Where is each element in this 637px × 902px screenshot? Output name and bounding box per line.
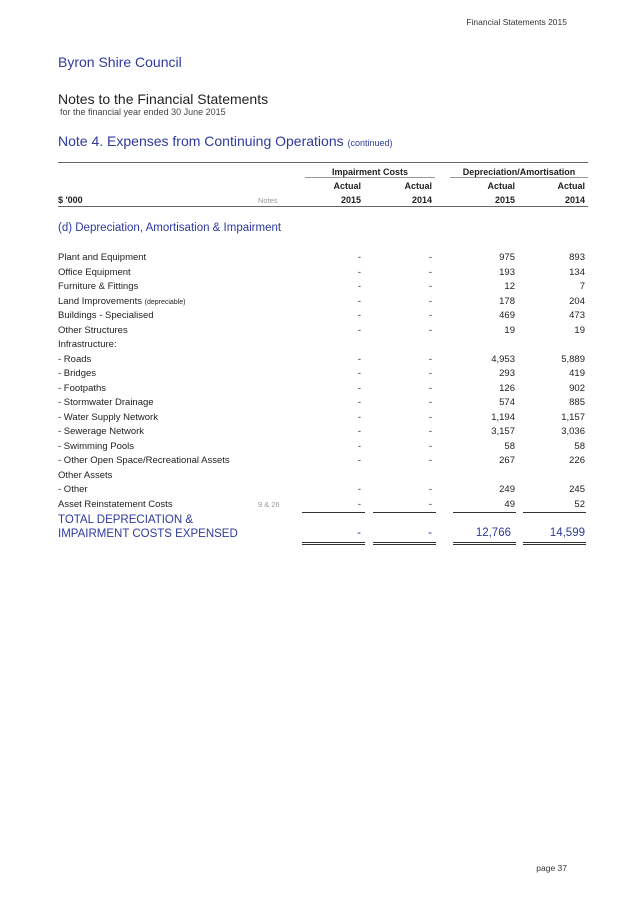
row-label-text: Office Equipment — [58, 266, 131, 278]
row-value-col-1: - — [357, 295, 361, 307]
row-value-col-1: - — [357, 382, 361, 394]
row-value-col-1: - — [357, 310, 361, 321]
row-value-col-1: - — [357, 281, 361, 292]
row-value-col-4: 473 — [569, 310, 585, 321]
col-actual-3: Actual — [487, 181, 515, 191]
row-label — [58, 383, 106, 394]
row-label-text: - Other Open Space/Recreational Assets — [58, 455, 230, 466]
col-actual-2: Actual — [404, 181, 432, 191]
col-year-3: 2015 — [494, 195, 515, 205]
row-value-col-1: - — [357, 440, 361, 452]
total-value-4: 14,599 — [549, 527, 585, 539]
page-number: page 37 — [536, 863, 567, 873]
row-label-text: - Bridges — [58, 368, 97, 379]
col-year-2: 2014 — [411, 195, 432, 205]
row-value-col-3: 49 — [504, 498, 515, 510]
row-value-col-1: - — [357, 324, 361, 336]
total-top-rule-3 — [453, 512, 516, 513]
total-value-1: - — [357, 527, 361, 539]
row-label — [58, 267, 131, 278]
row-value-col-2: - — [428, 426, 432, 437]
row-label-qualifier: (depreciable) — [144, 298, 186, 306]
row-value-col-2: - — [428, 310, 432, 321]
row-label-text: - Stormwater Drainage — [58, 397, 154, 408]
row-value-col-2: - — [428, 484, 432, 495]
row-value-col-4: 19 — [574, 324, 585, 336]
row-label — [58, 354, 91, 365]
row-value-col-2: - — [428, 266, 432, 278]
total-value-3: 12,766 — [475, 527, 511, 539]
row-value-col-1: - — [357, 368, 361, 379]
row-label — [58, 499, 173, 510]
impairment-group-header: Impairment Costs — [331, 167, 409, 177]
col-actual-1: Actual — [333, 181, 361, 191]
row-label-text: Buildings - Specialised — [58, 310, 154, 321]
unit-label: $ '000 — [58, 195, 83, 205]
total-label — [58, 513, 238, 541]
row-value-col-2: - — [428, 382, 432, 394]
row-label-text: Other Structures — [58, 324, 128, 336]
organisation-name: Byron Shire Council — [58, 54, 182, 70]
row-label — [58, 412, 158, 423]
table-top-rule — [58, 162, 588, 163]
note-continued: (continued) — [347, 138, 393, 148]
total-double-rule-2 — [373, 542, 436, 545]
notes-column-header: Notes — [258, 196, 278, 205]
row-value-col-4: 885 — [569, 397, 585, 408]
note-heading — [58, 133, 393, 149]
row-value-col-2: - — [428, 455, 432, 466]
row-value-col-3: 1,194 — [491, 411, 515, 423]
row-value-col-4: 58 — [574, 440, 585, 452]
row-value-col-1: - — [357, 252, 361, 263]
col-actual-4: Actual — [557, 181, 585, 191]
total-double-rule-4 — [523, 542, 586, 545]
row-label-text: Land Improvements — [58, 295, 142, 307]
row-value-col-1: - — [357, 426, 361, 437]
row-label — [58, 426, 144, 437]
row-value-col-2: - — [428, 411, 432, 423]
row-value-col-3: 126 — [499, 382, 515, 394]
row-value-col-3: 4,953 — [491, 353, 515, 365]
header-bottom-rule — [58, 206, 588, 207]
row-value-col-3: 178 — [499, 295, 515, 307]
row-value-col-3: 58 — [504, 440, 515, 452]
row-value-col-1: - — [357, 484, 361, 495]
row-label — [58, 470, 112, 481]
depreciation-group-rule — [450, 177, 588, 178]
total-double-rule-3 — [453, 542, 516, 545]
notes-subtitle: for the financial year ended 30 June 2015 — [60, 107, 226, 117]
row-label-text: - Roads — [58, 353, 92, 365]
row-value-col-4: 902 — [569, 382, 585, 394]
row-label — [58, 296, 185, 307]
col-year-4: 2014 — [564, 195, 585, 205]
total-double-rule-1 — [302, 542, 365, 545]
row-value-col-2: - — [428, 368, 432, 379]
row-label-text: - Water Supply Network — [58, 411, 158, 423]
row-label — [58, 339, 117, 350]
row-label-text: - Sewerage Network — [58, 426, 145, 437]
row-value-col-3: 12 — [504, 281, 515, 292]
total-top-rule-1 — [302, 512, 365, 513]
row-value-col-2: - — [428, 397, 432, 408]
row-value-col-4: 419 — [569, 368, 585, 379]
row-label — [58, 310, 154, 321]
row-value-col-1: - — [357, 498, 361, 510]
depreciation-group-header: Depreciation/Amortisation — [462, 167, 576, 177]
row-value-col-3: 469 — [499, 310, 515, 321]
notes-title: Notes to the Financial Statements — [58, 91, 269, 107]
total-top-rule-2 — [373, 512, 436, 513]
row-value-col-1: - — [357, 353, 361, 365]
row-label-text: Plant and Equipment — [58, 252, 147, 263]
row-value-col-2: - — [428, 281, 432, 292]
row-label — [58, 484, 88, 495]
row-value-col-3: 293 — [499, 368, 515, 379]
impairment-group-rule — [305, 177, 435, 178]
header-title: Financial Statements 2015 — [466, 17, 567, 27]
row-value-col-2: - — [428, 440, 432, 452]
row-label — [58, 455, 230, 466]
row-value-col-3: 975 — [499, 252, 515, 263]
row-value-col-3: 3,157 — [491, 426, 515, 437]
row-label-text: Other Assets — [58, 469, 113, 481]
row-label — [58, 368, 96, 379]
row-value-col-3: 574 — [499, 397, 515, 408]
row-label — [58, 252, 146, 263]
row-value-col-4: 134 — [569, 266, 585, 278]
row-label-text: Furniture & Fittings — [58, 281, 139, 292]
row-value-col-4: 3,036 — [561, 426, 585, 437]
row-value-col-3: 19 — [504, 324, 515, 336]
row-note-ref: 9 & 26 — [258, 499, 280, 509]
row-value-col-2: - — [428, 353, 432, 365]
row-value-col-2: - — [428, 295, 432, 307]
row-value-col-3: 267 — [499, 455, 515, 466]
row-label — [58, 397, 154, 408]
row-label-text: Infrastructure: — [58, 339, 117, 350]
total-label-line2: IMPAIRMENT COSTS EXPENSED — [58, 528, 238, 540]
row-value-col-4: 1,157 — [561, 411, 585, 423]
row-label-text: Asset Reinstatement Costs — [58, 498, 173, 510]
col-year-1: 2015 — [340, 195, 361, 205]
row-value-col-4: 5,889 — [561, 353, 585, 365]
row-label — [58, 325, 128, 336]
section-title: (d) Depreciation, Amortisation & Impairment — [58, 222, 282, 234]
row-value-col-4: 226 — [569, 455, 585, 466]
row-value-col-1: - — [357, 397, 361, 408]
row-value-col-1: - — [357, 411, 361, 423]
row-value-col-2: - — [428, 498, 432, 510]
row-value-col-3: 193 — [499, 266, 515, 278]
note-heading-text: Note 4. Expenses from Continuing Operations — [58, 133, 344, 149]
row-label-text: - Footpaths — [58, 382, 107, 394]
row-value-col-1: - — [357, 266, 361, 278]
total-label-line1: TOTAL DEPRECIATION & — [58, 514, 194, 526]
total-top-rule-4 — [523, 512, 586, 513]
row-value-col-4: 52 — [574, 498, 585, 510]
row-value-col-3: 249 — [499, 484, 515, 495]
row-value-col-1: - — [357, 455, 361, 466]
row-value-col-4: 893 — [569, 252, 585, 263]
row-value-col-4: 245 — [569, 484, 585, 495]
row-value-col-4: 204 — [569, 295, 585, 307]
row-label-text: - Other — [58, 484, 88, 495]
row-label — [58, 281, 138, 292]
row-value-col-2: - — [428, 324, 432, 336]
row-label — [58, 441, 134, 452]
row-value-col-2: - — [428, 252, 432, 263]
row-value-col-4: 7 — [579, 281, 585, 292]
total-value-2: - — [428, 527, 432, 539]
row-label-text: - Swimming Pools — [58, 440, 135, 452]
